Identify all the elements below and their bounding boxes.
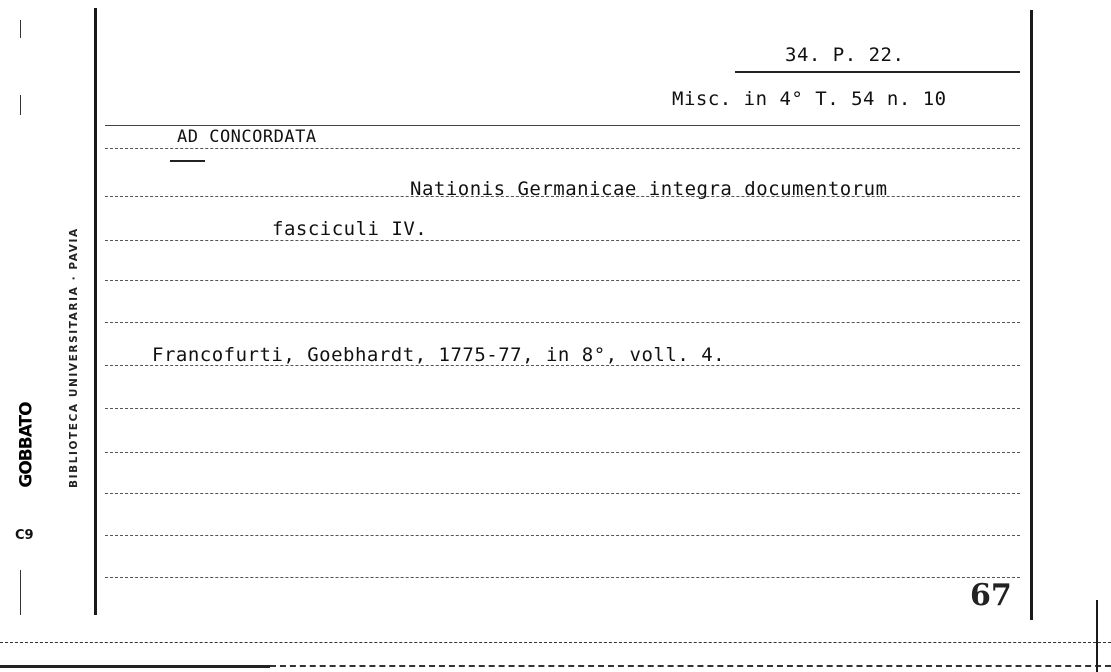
ruled-line	[105, 493, 1020, 495]
ruled-line	[105, 535, 1020, 537]
scan-edge-line-bottom-right	[270, 665, 1111, 668]
shelfmark: 34. P. 22.	[785, 44, 905, 66]
ruled-line	[105, 148, 1020, 150]
library-side-label: BIBLIOTECA UNIVERSITARIA · PAVIA	[68, 227, 80, 488]
title-line-2: fasciculi IV.	[272, 218, 428, 240]
heading-entry: AD CONCORDATA	[177, 127, 317, 147]
left-margin-line-upper	[20, 95, 21, 115]
collection-location: Misc. in 4° T. 54 n. 10	[672, 88, 947, 110]
margin-mark: C9	[15, 528, 34, 543]
imprint-line: Francofurti, Goebhardt, 1775-77, in 8°, voll. 4.	[152, 344, 726, 366]
shelfmark-underline	[735, 71, 1020, 73]
left-margin-line-top	[20, 20, 21, 38]
scan-edge-line-bottom	[0, 665, 270, 668]
heading-underline	[170, 160, 205, 162]
card-left-border	[94, 8, 97, 615]
left-margin-line	[20, 570, 21, 615]
ruled-line	[105, 280, 1020, 282]
library-stamp: GOBBATO	[17, 402, 37, 488]
ruled-line	[105, 452, 1020, 454]
scan-right-edge	[1096, 600, 1098, 672]
ruled-line	[105, 322, 1020, 324]
handwritten-number: 67	[970, 578, 1012, 613]
title-line-1: Nationis Germanicae integra documentorum	[410, 178, 888, 200]
ruled-line	[105, 240, 1020, 242]
ruled-line	[105, 408, 1020, 410]
scan-edge-line	[0, 642, 1111, 644]
card-right-border	[1030, 10, 1033, 620]
ruled-line	[105, 577, 1020, 579]
